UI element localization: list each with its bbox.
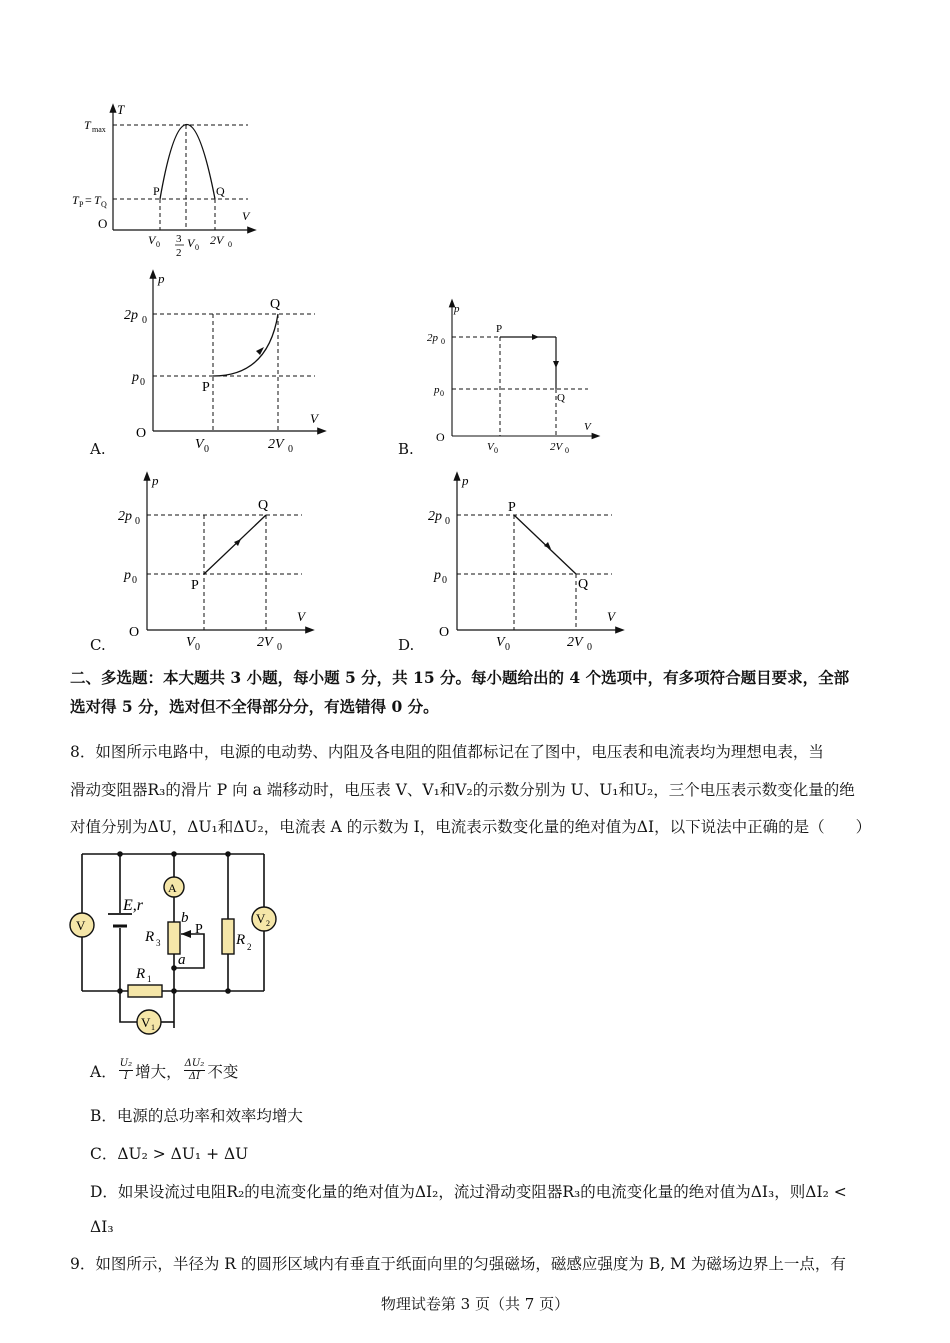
svg-text:0: 0 <box>132 575 137 586</box>
graph-option-a <box>110 268 330 458</box>
q8-option-b: B．电源的总功率和效率均增大 <box>90 1107 303 1125</box>
option-c-label: C. <box>90 636 106 654</box>
svg-text:0: 0 <box>494 446 498 455</box>
svg-text:2p: 2p <box>427 332 438 344</box>
svg-text:V: V <box>242 209 250 223</box>
svg-text:T: T <box>94 193 101 207</box>
process-line <box>514 515 576 574</box>
svg-text:V: V <box>607 609 615 624</box>
svg-text:V: V <box>487 441 494 453</box>
svg-text:Q: Q <box>557 392 565 404</box>
svg-text:R: R <box>136 966 146 982</box>
svg-text:T: T <box>84 118 91 132</box>
svg-text:P: P <box>496 323 503 335</box>
svg-text:0: 0 <box>565 446 569 455</box>
svg-text:V: V <box>297 609 305 624</box>
svg-text:p: p <box>158 271 165 286</box>
svg-text:p: p <box>434 568 441 583</box>
svg-text:0: 0 <box>156 240 160 249</box>
svg-text:V: V <box>496 635 505 650</box>
option-d-label: D. <box>398 636 415 654</box>
svg-text:R: R <box>145 929 155 945</box>
svg-text:0: 0 <box>195 243 199 252</box>
svg-text:0: 0 <box>440 389 444 398</box>
svg-text:p: p <box>462 473 469 488</box>
svg-text:O: O <box>136 426 147 441</box>
svg-text:2V: 2V <box>550 441 563 453</box>
point-q: Q <box>216 184 225 198</box>
circuit-diagram <box>64 848 284 1038</box>
svg-text:O: O <box>98 216 108 231</box>
svg-text:V: V <box>148 233 156 247</box>
page-footer: 物理试卷第 3 页（共 7 页） <box>380 1295 570 1313</box>
svg-text:Q: Q <box>578 577 589 592</box>
svg-text:3: 3 <box>156 938 161 948</box>
svg-text:0: 0 <box>277 642 282 650</box>
graph-option-c <box>110 470 320 650</box>
svg-text:2V: 2V <box>567 635 583 650</box>
svg-text:P: P <box>508 500 516 515</box>
svg-text:0: 0 <box>288 444 293 455</box>
svg-text:2V: 2V <box>257 635 273 650</box>
q8-option-a: A． U₂ I 增大， ΔU₂ ΔI 不变 <box>90 1058 239 1082</box>
svg-text:0: 0 <box>204 444 209 455</box>
svg-text:0: 0 <box>441 337 445 346</box>
svg-text:V: V <box>187 236 195 250</box>
svg-text:2p: 2p <box>118 509 132 524</box>
q8-line1: 8．如图所示电路中，电源的电动势、内阻及各电阻的阻值都标记在了图中，电压表和电流表均为理想电表，当 <box>70 743 824 761</box>
svg-text:1: 1 <box>151 1023 155 1032</box>
point-p: P <box>153 184 160 198</box>
t-axis-label: T <box>117 102 125 117</box>
graph-option-d <box>420 470 630 650</box>
svg-text:3: 3 <box>176 233 182 245</box>
svg-text:0: 0 <box>505 642 510 650</box>
svg-text:O: O <box>436 430 445 444</box>
svg-text:max: max <box>92 125 106 134</box>
svg-text:E,r: E,r <box>123 897 143 914</box>
option-b-label: B. <box>398 440 414 458</box>
process-line <box>204 515 266 574</box>
svg-text:V: V <box>76 918 86 933</box>
svg-text:2V: 2V <box>210 233 224 247</box>
svg-text:1: 1 <box>147 974 152 984</box>
svg-text:0: 0 <box>135 516 140 527</box>
svg-text:a: a <box>178 952 186 968</box>
svg-text:T: T <box>72 193 79 207</box>
svg-text:0: 0 <box>442 575 447 586</box>
q9-line1: 9．如图所示，半径为 R 的圆形区域内有垂直于纸面向里的匀强磁场，磁感应强度为 B, M 为磁场边界上一点，有 <box>70 1255 846 1273</box>
q8-option-d-line2: ΔI₃ <box>90 1218 114 1236</box>
svg-text:V: V <box>195 437 204 452</box>
resistor-r3 <box>168 922 180 954</box>
svg-text:Q: Q <box>101 200 107 209</box>
svg-text:p: p <box>454 303 460 315</box>
svg-text:p: p <box>124 568 131 583</box>
svg-text:0: 0 <box>587 642 592 650</box>
svg-text:Q: Q <box>258 498 269 513</box>
option-a-label: A. <box>90 440 106 458</box>
svg-text:0: 0 <box>142 315 147 326</box>
svg-text:2p: 2p <box>428 509 442 524</box>
svg-text:0: 0 <box>445 516 450 527</box>
graph-option-b <box>420 298 620 458</box>
svg-text:0: 0 <box>195 642 200 650</box>
svg-text:P: P <box>195 922 203 937</box>
svg-text:=: = <box>85 193 92 207</box>
fraction-du2-over-di: ΔU₂ ΔI <box>184 1058 205 1082</box>
svg-text:0: 0 <box>140 377 145 388</box>
svg-text:Q: Q <box>270 297 281 312</box>
svg-text:p: p <box>152 473 159 488</box>
q8-option-d-line1: D．如果设流过电阻R₂的电流变化量的绝对值为ΔI₂，流过滑动变阻器R₃的电流变化量的绝对值为ΔI₃，则ΔI₂ < <box>90 1183 847 1201</box>
svg-text:2: 2 <box>266 919 270 928</box>
tv-curve <box>160 125 215 200</box>
q8-option-c: C．ΔU₂ > ΔU₁ + ΔU <box>90 1145 249 1163</box>
svg-text:O: O <box>439 625 450 640</box>
q8-line2: 滑动变阻器R₃的滑片 P 向 a 端移动时，电压表 V、V₁和V₂的示数分别为 U、U₁和U₂，三个电压表示数变化量的绝 <box>70 781 855 799</box>
svg-text:V: V <box>141 1015 151 1030</box>
svg-text:V: V <box>310 411 318 426</box>
svg-text:P: P <box>79 200 84 209</box>
svg-text:2: 2 <box>247 942 252 952</box>
process-curve <box>213 314 278 376</box>
fraction-u2-over-i: U₂ I <box>119 1058 133 1082</box>
svg-text:b: b <box>181 910 189 926</box>
svg-text:A: A <box>168 881 177 895</box>
svg-text:P: P <box>191 578 199 593</box>
svg-text:p: p <box>132 370 139 385</box>
svg-text:2V: 2V <box>268 437 284 452</box>
svg-text:R: R <box>236 932 246 948</box>
svg-text:P: P <box>202 380 210 395</box>
svg-text:p: p <box>434 384 440 396</box>
section-2-heading-line1: 二、多选题：本大题共 3 小题，每小题 5 分，共 15 分。每小题给出的 4 个选项中，有多项符合题目要求，全部 <box>70 668 850 687</box>
svg-text:0: 0 <box>228 240 232 249</box>
section-2-heading-line2: 选对得 5 分，选对但不全得部分分，有选错得 0 分。 <box>70 697 439 716</box>
resistor-r1 <box>128 985 162 997</box>
svg-text:2: 2 <box>176 247 182 259</box>
svg-text:V: V <box>584 421 591 433</box>
resistor-r2 <box>222 919 234 954</box>
tv-graph <box>70 100 270 260</box>
svg-text:V: V <box>186 635 195 650</box>
svg-text:V: V <box>256 911 266 926</box>
svg-text:2p: 2p <box>124 308 138 323</box>
svg-text:O: O <box>129 625 140 640</box>
q8-line3: 对值分别为ΔU，ΔU₁和ΔU₂，电流表 A 的示数为 I，电流表示数变化量的绝对值为ΔI，以下说法中正确的是（ ） <box>70 818 872 836</box>
